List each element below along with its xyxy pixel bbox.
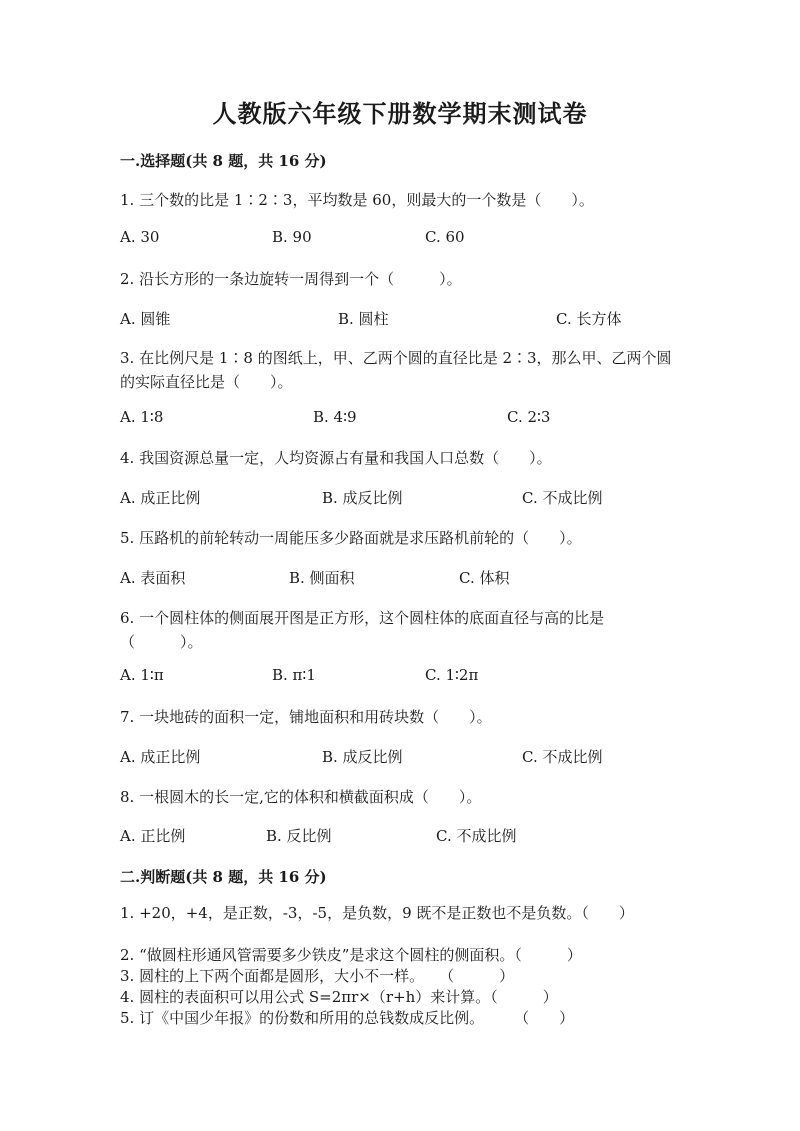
judgment-item-2: 2. “做圆柱形通风管需要多少铁皮”是求这个圆柱的侧面积。（ ） [120, 946, 582, 964]
option-c[interactable]: C. 体积 [459, 569, 510, 587]
option-a[interactable]: A. 表面积 [120, 569, 186, 587]
option-a[interactable]: A. 正比例 [120, 827, 186, 845]
option-a[interactable]: A. 成正比例 [120, 489, 201, 507]
option-c[interactable]: C. 1∶2π [425, 666, 479, 684]
question-8: 8. 一根圆木的长一定,它的体积和横截面积成（ ）。 [120, 788, 482, 806]
question-1: 1. 三个数的比是 1∶2∶3，平均数是 60，则最大的一个数是（ ）。 [120, 191, 594, 209]
option-c[interactable]: C. 2∶3 [507, 408, 551, 426]
option-b[interactable]: B. 反比例 [266, 827, 332, 845]
option-c[interactable]: C. 60 [425, 228, 465, 246]
judgment-item-5: 5. 订《中国少年报》的份数和所用的总钱数成反比例。 （ ） [120, 1009, 575, 1027]
option-a[interactable]: A. 30 [120, 228, 160, 246]
option-c[interactable]: C. 不成比例 [436, 827, 517, 845]
question-7: 7. 一块地砖的面积一定，铺地面积和用砖块数（ ）。 [120, 708, 492, 726]
section-heading-judgment: 二.判断题(共 8 题，共 16 分) [120, 868, 327, 886]
option-c[interactable]: C. 长方体 [556, 310, 622, 328]
option-b[interactable]: B. 侧面积 [289, 569, 355, 587]
page-title: 人教版六年级下册数学期末测试卷 [212, 99, 588, 128]
option-a[interactable]: A. 1∶8 [120, 408, 164, 426]
option-b[interactable]: B. 成反比例 [322, 489, 403, 507]
option-b[interactable]: B. 90 [272, 228, 312, 246]
option-b[interactable]: B. 圆柱 [338, 310, 389, 328]
option-b[interactable]: B. 4∶9 [313, 408, 357, 426]
option-a[interactable]: A. 成正比例 [120, 748, 201, 766]
option-b[interactable]: B. π∶1 [272, 666, 316, 684]
option-c[interactable]: C. 不成比例 [522, 489, 603, 507]
question-2: 2. 沿长方形的一条边旋转一周得到一个（ ）。 [120, 270, 462, 288]
section-heading-choice: 一.选择题(共 8 题，共 16 分) [120, 152, 327, 170]
judgment-item-1: 1. +20，+4，是正数，-3，-5，是负数，9 既不是正数也不是负数。（ ） [120, 904, 634, 922]
question-4: 4. 我国资源总量一定，人均资源占有量和我国人口总数（ ）。 [120, 449, 552, 467]
judgment-item-3: 3. 圆柱的上下两个面都是圆形，大小不一样。 （ ） [120, 967, 515, 985]
option-c[interactable]: C. 不成比例 [522, 748, 603, 766]
option-a[interactable]: A. 1∶π [120, 666, 164, 684]
question-5: 5. 压路机的前轮转动一周能压多少路面就是求压路机前轮的（ ）。 [120, 529, 582, 547]
question-6: 6. 一个圆柱体的侧面展开图是正方形，这个圆柱体的底面直径与高的比是（ ）。 [120, 609, 605, 651]
option-b[interactable]: B. 成反比例 [322, 748, 403, 766]
option-a[interactable]: A. 圆锥 [120, 310, 171, 328]
question-3: 3. 在比例尺是 1∶8 的图纸上，甲、乙两个圆的直径比是 2∶3，那么甲、乙两个圆的实际直径比是（ ）。 [120, 349, 672, 391]
judgment-item-4: 4. 圆柱的表面积可以用公式 S=2πr×（r+h）来计算。（ ） [120, 988, 558, 1006]
